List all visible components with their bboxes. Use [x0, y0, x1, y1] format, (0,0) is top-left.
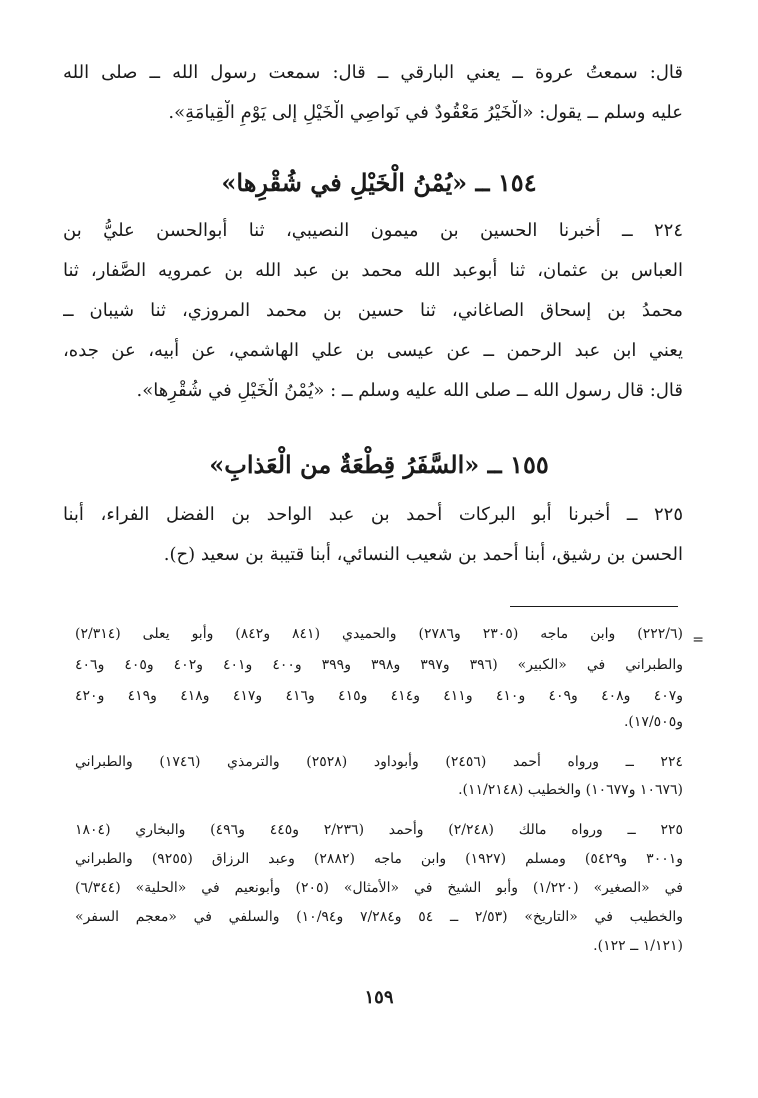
footnote-line: (١/١٢١ ــ ١٢٢).	[593, 938, 683, 954]
footnote-line: ٢٢٤ ــ ورواه أحمد (٢٤٥٦) وأبوداود (٢٥٢٨) والترمذي (١٧٤٦) والطبراني	[75, 754, 683, 770]
section-heading-155: ١٥٥ ــ «السَّفَرُ قِطْعَةٌ من الْعَذابِ»	[209, 450, 549, 479]
footnote-line: والطبراني في «الكبير» (٣٩٦ و٣٩٧ و٣٩٨ و٣٩٩ و٤٠٠ و٤٠١ و٤٠٢ و٤٠٥ و٤٠٦	[75, 657, 683, 673]
footnote-line: و١٧/٥٠٥).	[623, 714, 683, 730]
footnote-line: والخطيب في «التاريخ» (٢/٥٣ ــ ٥٤ و٧/٢٨٤ و١٠/٩٤) والسلفي في «معجم السفر»	[75, 909, 683, 925]
text-line: قال: قال رسول الله ــ صلى الله عليه وسلم ــ : «يُمْنُ الْخَيْلِ في شُقْرِها».	[136, 380, 683, 401]
section-heading-154: ١٥٤ ــ «يُمْنُ الْخَيْلِ في شُقْرِها»	[221, 168, 537, 197]
footnote-line: (٢٢٢/٦) وابن ماجه (٢٣٠٥ و٢٧٨٦) والحميدي (٨٤١ و٨٤٢) وأبو يعلى (٢/٣١٤)	[75, 626, 683, 642]
text-line: العباس بن عثمان، ثنا أبوعبد الله محمد بن عبد الله بن عمرويه الصَّفار، ثنا	[63, 260, 683, 281]
text-line: يعني ابن عبد الرحمن ــ عن عيسى بن علي الهاشمي، عن أبيه، عن جده،	[63, 340, 683, 361]
footnote-line: ٢٢٥ ــ ورواه مالك (٢/٢٤٨) وأحمد (٢/٢٣٦ و٤٤٥ و٤٩٦) والبخاري (١٨٠٤	[75, 822, 683, 838]
text-line: ٢٢٤ ــ أخبرنا الحسين بن ميمون النصيبي، ثنا أبوالحسن عليُّ بن	[63, 220, 683, 241]
text-line: ٢٢٥ ــ أخبرنا أبو البركات أحمد بن عبد الواحد بن الفضل الفراء، أبنا	[63, 504, 683, 525]
footnote-separator	[510, 606, 678, 607]
footnote-line: و٤٠٧ و٤٠٨ و٤٠٩ و٤١٠ و٤١١ و٤١٤ و٤١٥ و٤١٦ و٤١٧ و٤١٨ و٤١٩ و٤٢٠	[75, 688, 683, 704]
footnote-line: في «الصغير» (١/٢٢٠) وأبو الشيخ في «الأمثال» (٢٠٥) وأبونعيم في «الحلية» (٦/٣٤٤)	[75, 880, 683, 896]
footnote-line: و٣٠٠١ و٥٤٢٩) ومسلم (١٩٢٧) وابن ماجه (٢٨٨٢) وعبد الرزاق (٩٢٥٥) والطبراني	[75, 851, 683, 867]
footnote-line: (١٠٦٧٦ و١٠٦٧٧) والخطيب (١١/٢١٤٨).	[458, 782, 683, 798]
text-line: عليه وسلم ــ يقول: «الْخَيْرُ مَعْقُودٌ في نَواصِي الْخَيْلِ إلى يَوْمِ الْقِيامَةِ».	[168, 102, 683, 123]
text-line: الحسن بن رشيق، أبنا أحمد بن شعيب النسائي، أبنا قتيبة بن سعيد (ح).	[163, 544, 683, 565]
text-line: قال: سمعتُ عروة ــ يعني البارقي ــ قال: سمعت رسول الله ــ صلى الله	[63, 62, 683, 83]
footnote-continuation-marker: =	[692, 632, 704, 648]
text-line: محمدُ بن إسحاق الصاغاني، ثنا حسين بن محمد المروزي، ثنا شيبان ــ	[63, 300, 683, 321]
page-number: ١٥٩	[364, 987, 394, 1008]
